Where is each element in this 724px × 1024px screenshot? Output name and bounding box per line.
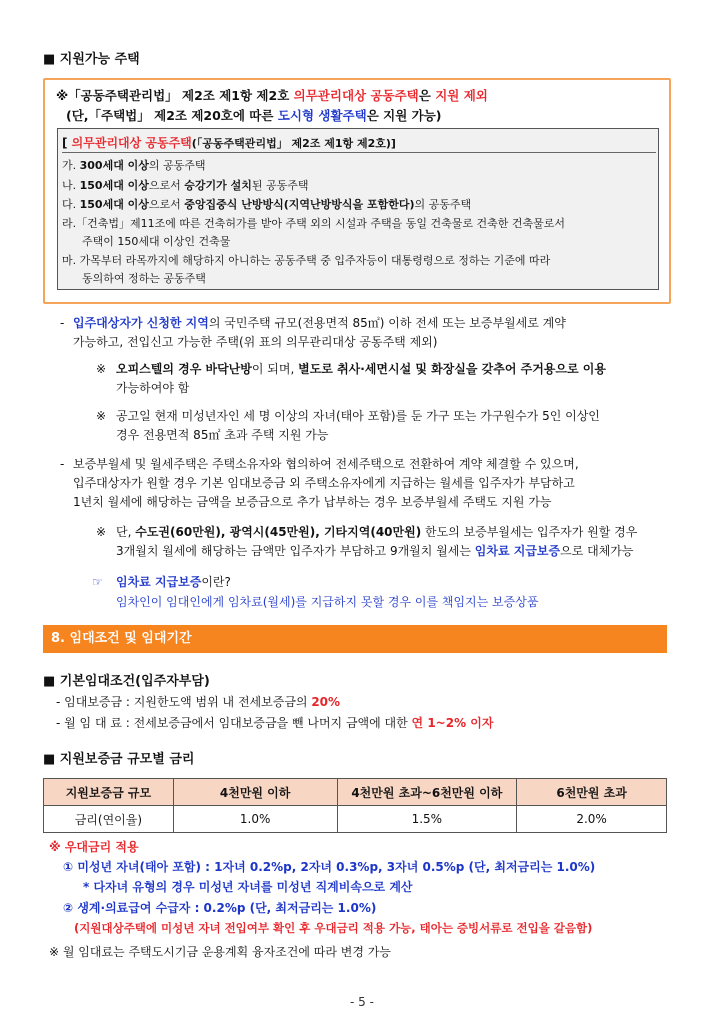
rate-table-row: [44, 806, 667, 833]
list-item-na-bold-1: 150세대 이상: [79, 179, 149, 192]
list-item-na-text: 된 공동주택: [251, 179, 309, 192]
notice-line-2-post: 은 지원 가능): [366, 108, 442, 123]
notice-line-1-exclusion: 지원 제외: [435, 88, 488, 103]
preferential-rate-item-2: ② 생계·의료급여 수급자 : 0.2%p (단, 최저금리는 1.0%): [63, 901, 377, 915]
list-item-ga: [62, 158, 206, 174]
notice-line-1-mid: 은: [418, 88, 436, 103]
rate-table-cell: 1.5%: [337, 806, 517, 833]
inner-box-title-bracket: [: [62, 136, 72, 150]
list-item-da: [62, 197, 471, 213]
rate-table-header-cell: 지원보증금 규모: [44, 779, 174, 806]
rate-table-header-row: [44, 779, 667, 806]
notice-line-1-text: ※「공동주택관리법」 제2조 제1항 제2호: [56, 88, 294, 103]
interest-rate-table: [43, 778, 667, 833]
note-3-line-1: [116, 523, 637, 541]
inner-box-title-law-ref: (「공동주택관리법」 제2조 제1항 제2호)]: [191, 137, 396, 150]
section-heading-supported-housing: ■ 지원가능 주택: [43, 52, 140, 67]
rate-table-heading: ■ 지원보증금 규모별 금리: [43, 752, 195, 767]
bullet-1-line-1: [73, 314, 566, 332]
bullet-1-blue-term: 입주대상자가 신청한 지역: [73, 316, 209, 330]
list-item-na-marker: 나.: [62, 179, 80, 192]
rate-table-cell: 2.0%: [517, 806, 667, 833]
bullet-dash-1: -: [60, 316, 65, 330]
note-3-pre: 단,: [116, 525, 136, 539]
preferential-rate-condition: (지원대상주택에 미성년 자녀 전입여부 확인 후 우대금리 적용 가능, 태아는 증빙서류로 전입을 갈음함): [74, 921, 593, 935]
rate-table-header-cell: 4천만원 초과~6천만원 이하: [337, 779, 517, 806]
list-item-na-mid: 으로서: [148, 179, 185, 192]
note-1-line-1: [116, 360, 606, 378]
pointing-hand-icon: ☞: [92, 575, 103, 589]
basic-conditions-heading: ■ 기본임대조건(입주자부담): [43, 674, 210, 689]
deposit-value: 20%: [311, 695, 341, 709]
bullet-2-line-1: 보증부월세 및 월세주택은 주택소유자와 협의하여 전세주택으로 전환하여 계약 체결할 수 있으며,: [73, 457, 579, 471]
notice-line-1: [56, 86, 488, 105]
deposit-line: [56, 693, 340, 711]
bullet-2-line-2: 입주대상자가 원할 경우 기본 임대보증금 외 주택소유자에게 지급하는 월세를 입주자가 부담하고: [73, 476, 575, 490]
monthly-rent-change-note: ※ 월 임대료는 주택도시기금 운용계획 융자조건에 따라 변경 가능: [49, 945, 391, 959]
note-1-bold-2: 별도로 취사·세면시설 및 화장실을 갖추어 주거용으로 이용: [298, 362, 606, 376]
note-1-mid: 이 되며,: [251, 362, 299, 376]
bullet-2-line-3: 1년치 월세에 해당하는 금액을 보증금으로 추가 납부하는 경우 보증부월세 주택도 지원 가능: [73, 495, 552, 509]
tip-body: 임차인이 임대인에게 임차료(월세)를 지급하지 못할 경우 이를 책임지는 보증상품: [116, 595, 539, 609]
note-3-line-2-post: 으로 대체가능: [560, 544, 634, 558]
list-item-da-bold-2: 중앙집중식 난방방식(지역난방방식을 포함한다): [184, 198, 415, 211]
list-item-na-bold-2: 승강기가 설치: [184, 179, 252, 192]
list-item-da-mid: 으로서: [148, 198, 185, 211]
inner-box-divider: [62, 152, 656, 153]
bullet-1-text: 의 국민주택 규모(전용면적 85㎡) 이하 전세 또는 보증부월세로 계약: [208, 316, 566, 330]
note-3-line-2: [116, 542, 633, 560]
preferential-rate-item-1-note: * 다자녀 유형의 경우 미성년 자녀를 미성년 직계비속으로 계산: [83, 880, 413, 894]
list-item-ra-line-2: 주택이 150세대 이상인 건축물: [82, 235, 231, 248]
list-item-ga-bold: 300세대 이상: [79, 159, 149, 172]
note-1-bold-1: 오피스텔의 경우 바닥난방: [116, 362, 252, 376]
note-2-line-1: 공고일 현재 미성년자인 세 명 이상의 자녀(태아 포함)를 둔 가구 또는 가구원수가 5인 이상인: [116, 409, 600, 423]
deposit-label: - 임대보증금 : 지원한도액 범위 내 전세보증금의: [56, 695, 312, 709]
note-2-line-2: 경우 전용면적 85㎡ 초과 주택 지원 가능: [116, 428, 329, 442]
tip-title: [116, 573, 231, 591]
note-mark-3: ※: [96, 525, 107, 539]
note-1-line-2: 가능하여야 함: [116, 381, 190, 395]
rate-table-header-cell: 6천만원 초과: [517, 779, 667, 806]
list-item-ga-text: 의 공동주택: [148, 159, 206, 172]
rate-table-cell: 금리(연이율): [44, 806, 174, 833]
list-item-ra-line-1: 라.「건축법」제11조에 따른 건축허가를 받아 주택 외의 시설과 주택을 동일 건축물로 건축한 건축물로서: [62, 217, 565, 230]
note-3-bold-limits: 수도권(60만원), 광역시(45만원), 기타지역(40만원): [135, 525, 422, 539]
page-number: - 5 -: [350, 995, 374, 1009]
list-item-da-marker: 다.: [62, 198, 80, 211]
note-3-post: 한도의 보증부월세는 입주자가 원할 경우: [421, 525, 638, 539]
note-mark-2: ※: [96, 409, 107, 423]
monthly-rent-line: [56, 714, 493, 732]
notice-line-2: [66, 106, 441, 125]
notice-line-2-blue-term: 도시형 생활주택: [277, 108, 367, 123]
inner-box-title: [62, 134, 396, 152]
rate-table-cell: 1.0%: [173, 806, 337, 833]
list-item-da-text: 의 공동주택: [414, 198, 472, 211]
note-3-line-2-text: 3개월치 월세에 해당하는 금액만 입주자가 부담하고 9개월치 월세는: [116, 544, 475, 558]
bullet-1-line-2: 가능하고, 전입신고 가능한 주택(위 표의 의무관리대상 공동주택 제외): [73, 335, 438, 349]
inner-box-title-red: 의무관리대상 공동주택: [71, 136, 192, 150]
bullet-dash-2: -: [60, 457, 65, 471]
section-8-title: 8. 임대조건 및 임대기간: [51, 631, 192, 646]
note-3-blue-term: 임차료 지급보증: [474, 544, 561, 558]
list-item-ga-marker: 가.: [62, 159, 80, 172]
note-mark-1: ※: [96, 362, 107, 376]
list-item-na: [62, 178, 309, 194]
list-item-ma-line-2: 동의하여 정하는 공동주택: [82, 272, 206, 285]
list-item-ma-line-1: 마. 가목부터 라목까지에 해당하지 아니하는 공동주택 중 입주자등이 대통령령으로 정하는 기준에 따라: [62, 254, 551, 267]
notice-line-2-text: (단,「주택법」 제2조 제20호에 따른: [66, 108, 278, 123]
monthly-rent-label: - 월 임 대 료 : 전세보증금에서 임대보증금을 뺀 나머지 금액에 대한: [56, 716, 412, 730]
rate-table-header-cell: 4천만원 이하: [173, 779, 337, 806]
section-8-banner: [43, 625, 667, 653]
list-item-da-bold-1: 150세대 이상: [79, 198, 149, 211]
preferential-rate-item-1: ① 미성년 자녀(태아 포함) : 1자녀 0.2%p, 2자녀 0.3%p, 3자녀 0.5%p (단, 최저금리는 1.0%): [63, 860, 596, 874]
tip-title-term: 임차료 지급보증: [116, 575, 202, 589]
tip-title-post: 이란?: [201, 575, 231, 589]
monthly-rent-value: 연 1~2% 이자: [411, 716, 494, 730]
preferential-rate-heading: ※ 우대금리 적용: [49, 840, 139, 854]
notice-line-1-red-term: 의무관리대상 공동주택: [293, 88, 419, 103]
